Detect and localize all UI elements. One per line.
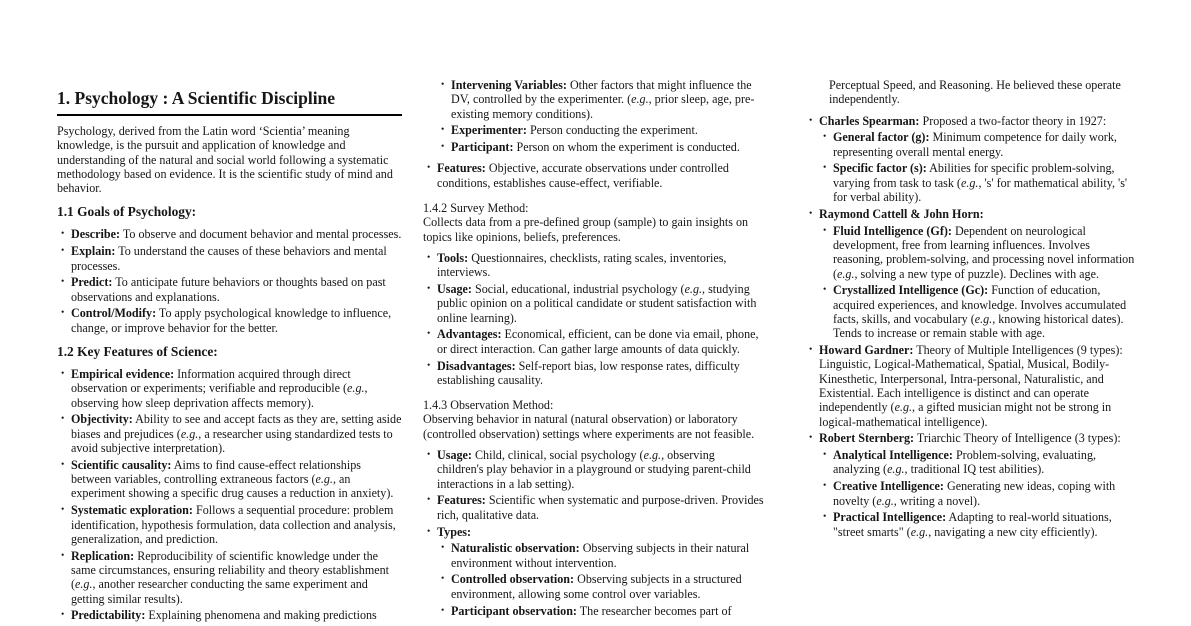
item-label: Howard Gardner:: [819, 343, 914, 358]
item-label: Experimenter:: [451, 123, 527, 138]
item-text: To observe and document behavior and mental processes.: [122, 227, 402, 242]
paragraph: Psychology, derived from the Latin word ‘Scientia’ meaning knowledge, is the pursuit and application of knowledge and understanding of the natural and social world following a systematic methodology based on evidence. It is the scientific study of mind and behavior.: [57, 124, 393, 196]
item-label: Tools:: [437, 250, 469, 265]
item-text: Minimum competence for daily work, representing overall mental energy.: [833, 130, 1117, 159]
list-item: [809, 207, 1135, 341]
item-text: Function of education, acquired experiences, and knowledge. Involves accumulated facts, skills, and vocabulary (e.g., knowing historical dates). Tends to increase or remain stable with age.: [833, 283, 1127, 341]
bullet-list: [819, 224, 1135, 341]
list-item: [61, 412, 402, 455]
continued-paragraph: Perceptual Speed, and Reasoning. He believed these operate independently.: [829, 78, 1121, 107]
list-item: [427, 161, 764, 190]
item-label: Charles Spearman:: [819, 113, 920, 128]
list-item: [61, 227, 402, 241]
item-text: Ability to see and accept facts as they are, setting aside biases and prejudices (e.g., a researcher using standardized tests to avoid subjective interpretation).: [71, 412, 402, 456]
item-label: Robert Sternberg:: [819, 431, 915, 446]
list-item: [441, 78, 764, 121]
item-label: Advantages:: [437, 327, 502, 342]
item-label: Practical Intelligence:: [833, 510, 947, 525]
item-label: Usage:: [437, 448, 472, 463]
item-text: Self-report bias, low response rates, difficulty establishing causality.: [437, 358, 740, 387]
bullet-list: [437, 541, 764, 617]
text-column: [791, 78, 1135, 626]
item-text: Economical, efficient, can be done via email, phone, or direct interaction. Can gather large amounts of data quickly.: [437, 327, 759, 356]
list-item: [823, 479, 1135, 508]
list-item: [823, 161, 1135, 204]
item-label: Control/Modify:: [71, 306, 157, 321]
subsection-heading: 1.4.3 Observation Method:: [423, 398, 554, 413]
item-text: Proposed a two-factor theory in 1927:: [922, 113, 1107, 128]
list-item: [809, 343, 1135, 429]
item-label: Predict:: [71, 275, 113, 290]
list-item: [61, 458, 402, 501]
item-text: Reproducibility of scientific knowledge under the same circumstances, ensuring reliability and theory establishment (e.g., another researcher conducting the same experiment and getting similar results).: [71, 548, 390, 606]
item-text: Adapting to real-world situations, "street smarts" (e.g., navigating a new city efficiently).: [833, 510, 1112, 539]
item-label: Systematic exploration:: [71, 503, 193, 518]
item-text: Dependent on neurological development, free from learning influences. Involves reasoning, problem-solving, and processing novel information (e.g., solving a new type of puzzle). Declines with age.: [833, 223, 1135, 281]
list-item: [441, 572, 764, 601]
item-text: Person on whom the experiment is conducted.: [516, 140, 740, 155]
item-text: Other factors that might influence the DV, controlled by the experimenter. (e.g., prior sleep, age, pre-existing memory conditions).: [451, 78, 755, 121]
item-text: Child, clinical, social psychology (e.g., observing children's play behavior in a playground or studying parent-child interactions in a lab setting).: [437, 448, 751, 491]
section-heading: 1.2 Key Features of Science:: [57, 344, 218, 360]
item-label: Replication:: [71, 548, 135, 563]
text-column: [423, 78, 764, 626]
item-text: To anticipate future behaviors or thoughts based on past observations and explanations.: [71, 275, 386, 304]
list-item: [823, 448, 1135, 477]
item-text: To understand the causes of these behaviors and mental processes.: [71, 244, 387, 273]
item-label: Features:: [437, 161, 486, 176]
item-label: Describe:: [71, 227, 121, 242]
list-item: [61, 306, 402, 335]
list-item: [441, 541, 764, 570]
item-text: Theory of Multiple Intelligences (9 types): Linguistic, Logical-Mathematical, Spatial, Musical, Bodily-Kinesthetic, Interpersonal, Intra-personal, Naturalistic, and Existential. Each intelligence is distinct and can operate independently (e.g., a gifted musician might not be strong in logical-mathematical intelligence).: [819, 343, 1123, 429]
item-text: Scientific when systematic and purpose-driven. Provides rich, qualitative data.: [437, 493, 764, 522]
list-item: [427, 359, 764, 388]
item-label: Creative Intelligence:: [833, 479, 944, 494]
list-item: [427, 282, 764, 325]
item-label: Participant observation:: [451, 603, 577, 618]
item-text: Triarchic Theory of Intelligence (3 types):: [916, 431, 1121, 446]
item-text: Aims to find cause-effect relationships between variables, controlling extraneous factors (e.g., an experiment showing a specific drug causes a reduction in anxiety).: [71, 457, 394, 501]
list-item: [61, 275, 402, 304]
item-label: Analytical Intelligence:: [833, 448, 953, 463]
section-heading: 1.1 Goals of Psychology:: [57, 204, 197, 220]
item-label: Scientific causality:: [71, 457, 172, 472]
item-text: Abilities for specific problem-solving, varying from task to task (e.g., 's' for mathematical ability, 's' for verbal ability).: [833, 161, 1128, 205]
list-item: [61, 608, 402, 622]
list-item: [427, 493, 764, 522]
item-label: Disadvantages:: [437, 358, 516, 373]
item-text: The researcher becomes part of: [579, 603, 732, 618]
item-text: Follows a sequential procedure: problem identification, hypothesis formulation, data collection and analysis, generalization, and prediction.: [71, 503, 396, 546]
item-label: Naturalistic observation:: [451, 541, 580, 556]
item-label: Controlled observation:: [451, 572, 575, 587]
list-item: [441, 123, 764, 137]
bullet-list: [423, 251, 764, 387]
list-item: [823, 130, 1135, 159]
item-text: Problem-solving, evaluating, analyzing (e.g., traditional IQ test abilities).: [833, 448, 1097, 477]
list-item: [61, 244, 402, 273]
item-label: Participant:: [451, 140, 514, 155]
item-label: Predictability:: [71, 608, 146, 623]
list-item: [61, 503, 402, 546]
list-item: [427, 525, 764, 618]
item-label: Objectivity:: [71, 412, 133, 427]
bullet-list: [423, 448, 764, 618]
bullet-list: [423, 161, 764, 190]
list-item: [823, 510, 1135, 539]
item-label: Types:: [437, 524, 472, 539]
subsection-heading: 1.4.2 Survey Method:: [423, 201, 529, 216]
item-text: Questionnaires, checklists, rating scales, inventories, interviews.: [437, 250, 727, 280]
bullet-list: [819, 130, 1135, 204]
item-text: Explaining phenomena and making predictions: [148, 608, 377, 623]
item-text: To apply psychological knowledge to influence, change, or improve behavior for the better.: [71, 306, 392, 335]
item-label: Raymond Cattell & John Horn:: [819, 206, 984, 221]
bullet-list: [57, 367, 402, 623]
paragraph: Collects data from a pre-defined group (sample) to gain insights on topics like opinions, beliefs, preferences.: [423, 215, 749, 244]
text-column: [57, 78, 402, 626]
document-title: 1. Psychology : A Scientific Discipline: [57, 87, 402, 116]
bullet-list: [791, 114, 1135, 539]
item-label: Empirical evidence:: [71, 367, 175, 382]
bullet-list: [819, 448, 1135, 539]
list-item: [809, 431, 1135, 539]
item-label: Fluid Intelligence (Gf):: [833, 223, 952, 238]
bullet-list: [423, 78, 764, 154]
item-label: Specific factor (s):: [833, 161, 927, 176]
paragraph: Observing behavior in natural (natural observation) or laboratory (controlled observation) settings where experiments are not feasible.: [423, 412, 755, 441]
item-text: Objective, accurate observations under controlled conditions, establishes cause-effect, verifiable.: [437, 161, 729, 190]
item-text: Generating new ideas, coping with novelty (e.g., writing a novel).: [833, 479, 1116, 508]
list-item: [427, 448, 764, 491]
item-text: Observing subjects in their natural environment without intervention.: [451, 541, 750, 570]
item-label: General factor (g):: [833, 130, 930, 145]
list-item: [427, 327, 764, 356]
list-item: [427, 251, 764, 280]
item-text: Social, educational, industrial psychology (e.g., studying public opinion on a political candidate or student satisfaction with online learning).: [437, 282, 757, 325]
list-item: [61, 367, 402, 410]
list-item: [61, 549, 402, 606]
item-label: Features:: [437, 493, 486, 508]
item-label: Explain:: [71, 244, 116, 259]
item-text: Person conducting the experiment.: [529, 123, 698, 138]
list-item: [441, 140, 764, 154]
list-item: [823, 224, 1135, 281]
item-label: Usage:: [437, 282, 472, 297]
list-item: [823, 283, 1135, 340]
item-label: Intervening Variables:: [451, 78, 567, 92]
bullet-list: [57, 227, 402, 335]
item-text: Observing subjects in a structured environment, allowing some control over variables.: [451, 572, 742, 601]
list-item: [809, 114, 1135, 205]
item-label: Crystallized Intelligence (Gc):: [833, 283, 989, 298]
item-text: Information acquired through direct observation or experiments; verifiable and reproducible (e.g., observing how sleep deprivation affects memory).: [71, 367, 368, 410]
list-item: [441, 604, 764, 618]
